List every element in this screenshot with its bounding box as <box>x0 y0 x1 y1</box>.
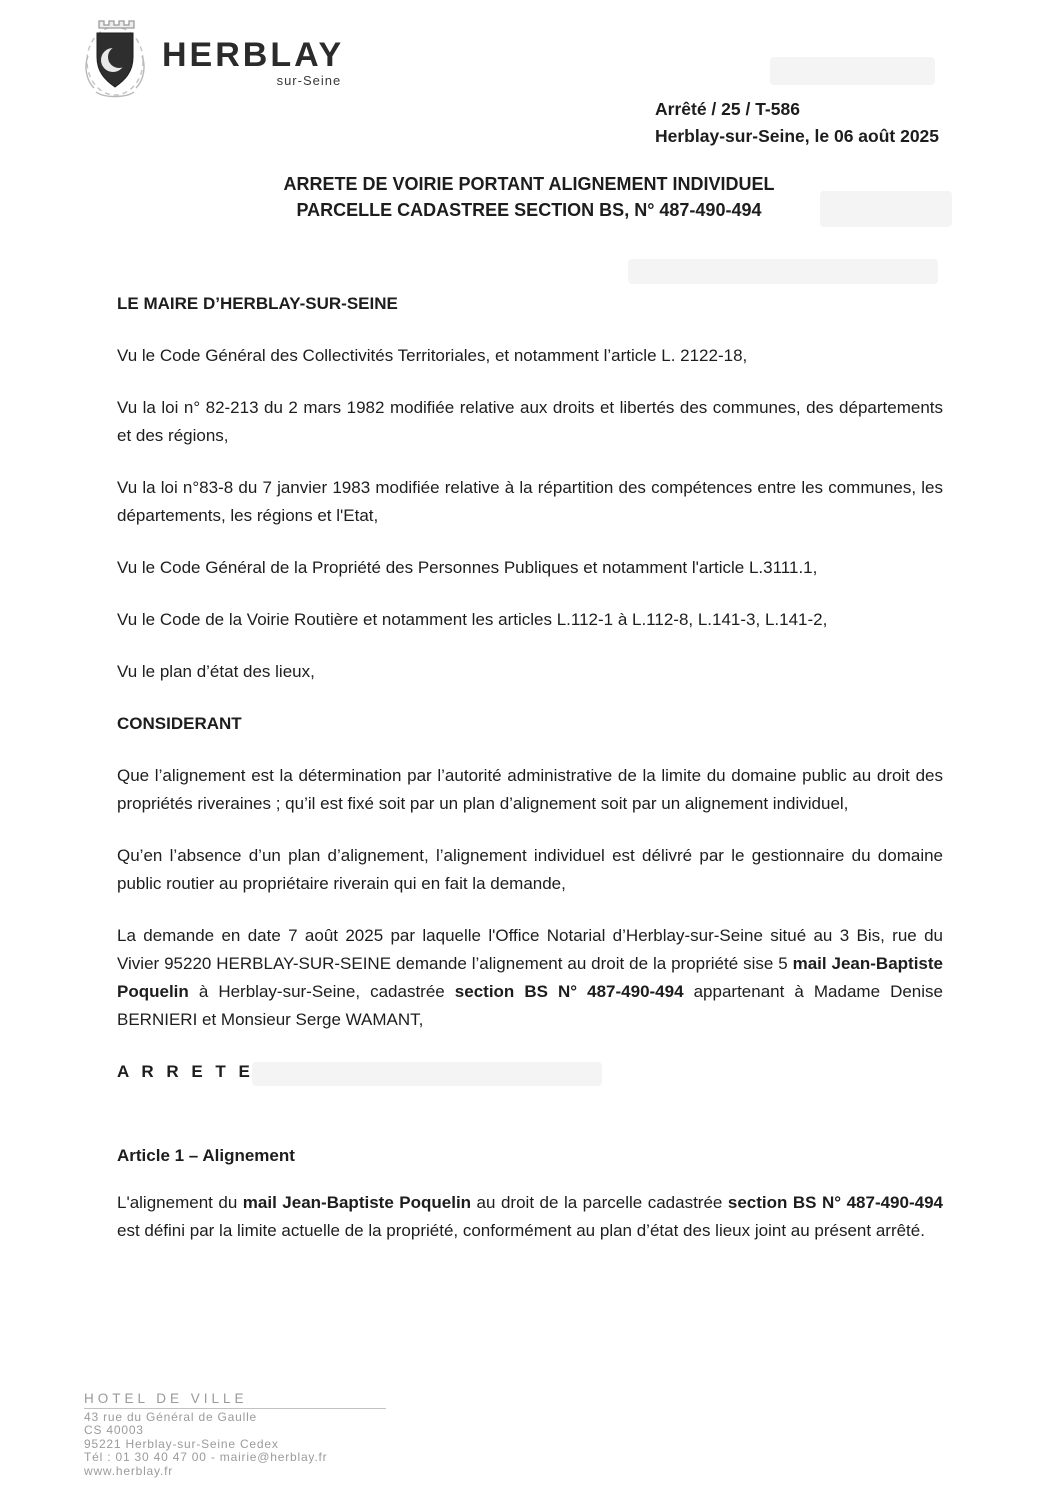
arrete-reference: Arrêté / 25 / T-586 <box>655 99 800 119</box>
document-body <box>117 290 943 1269</box>
visa-paragraph: Vu la loi n° 82-213 du 2 mars 1982 modifiée relative aux droits et libertés des communes, des départements et des régions, <box>117 398 943 445</box>
considerant-paragraph: Que l’alignement est la détermination par l’autorité administrative de la limite du domaine public au droit des propriétés riveraines ; qu’il est fixé soit par un plan d’alignement soit par un alignement individuel, <box>117 766 943 813</box>
header-reference-block <box>655 96 939 150</box>
scan-artifact <box>628 259 938 284</box>
footer-line: CS 40003 <box>84 1423 144 1437</box>
visa-paragraph: Vu le plan d’état des lieux, <box>117 662 315 681</box>
footer-line: Tél : 01 30 40 47 00 - mairie@herblay.fr <box>84 1450 328 1464</box>
coat-of-arms-icon <box>82 16 148 102</box>
demande-paragraph: La demande en date 7 août 2025 par laquelle l'Office Notarial d’Herblay-sur-Seine situé au 3 Bis, rue du Vivier 95220 HERBLAY-SUR-SEINE demande l’alignement au droit de la propriété sise 5 mail Jean-Baptiste Poquelin à Herblay-sur-Seine, cadastrée section BS N° 487-490-494 appartenant à Madame Denise BERNIERI et Monsieur Serge WAMANT, <box>117 926 943 1029</box>
visa-paragraph: Vu le Code Général des Collectivités Territoriales, et notamment l’article L. 2122-18, <box>117 346 748 365</box>
visa-paragraph: Vu le Code Général de la Propriété des Personnes Publiques et notamment l'article L.3111.1, <box>117 558 818 577</box>
article1-paragraph: L'alignement du mail Jean-Baptiste Poquelin au droit de la parcelle cadastrée section BS N° 487-490-494 est défini par la limite actuelle de la propriété, conformément au plan d’état des lieux joint au présent arrêté. <box>117 1193 943 1240</box>
city-logo <box>82 16 344 102</box>
footer-address-block <box>84 1392 386 1478</box>
footer-title: HOTEL DE VILLE <box>84 1392 386 1409</box>
visa-paragraph: Vu le Code de la Voirie Routière et notamment les articles L.112-1 à L.112-8, L.141-3, L.141-2, <box>117 610 828 629</box>
scan-artifact <box>770 57 935 85</box>
title-line-1: ARRETE DE VOIRIE PORTANT ALIGNEMENT INDIVIDUEL <box>283 174 775 194</box>
logo-subtitle: sur-Seine <box>276 73 342 88</box>
logo-text <box>162 38 344 88</box>
considerant-paragraph: Qu’en l’absence d’un plan d’alignement, l’alignement individuel est délivré par le gestionnaire du domaine public routier au propriétaire riverain qui en fait la demande, <box>117 846 943 893</box>
logo-city-name: HERBLAY <box>162 36 345 74</box>
document-title <box>0 171 1058 223</box>
mayor-heading: LE MAIRE D’HERBLAY-SUR-SEINE <box>117 294 398 313</box>
article1-heading: Article 1 – Alignement <box>117 1146 295 1165</box>
title-line-2: PARCELLE CADASTREE SECTION BS, N° 487-490-494 <box>296 200 762 220</box>
footer-line: www.herblay.fr <box>84 1463 174 1478</box>
footer-line: 43 rue du Général de Gaulle <box>84 1409 258 1424</box>
place-and-date: Herblay-sur-Seine, le 06 août 2025 <box>655 126 940 146</box>
visa-paragraph: Vu la loi n°83-8 du 7 janvier 1983 modifiée relative à la répartition des compétences entre les communes, les départements, les régions et l'Etat, <box>117 478 943 525</box>
footer-line: 95221 Herblay-sur-Seine Cedex <box>84 1436 279 1451</box>
arrete-heading: A R R E T E <box>117 1062 254 1081</box>
considerant-heading: CONSIDERANT <box>117 714 242 733</box>
